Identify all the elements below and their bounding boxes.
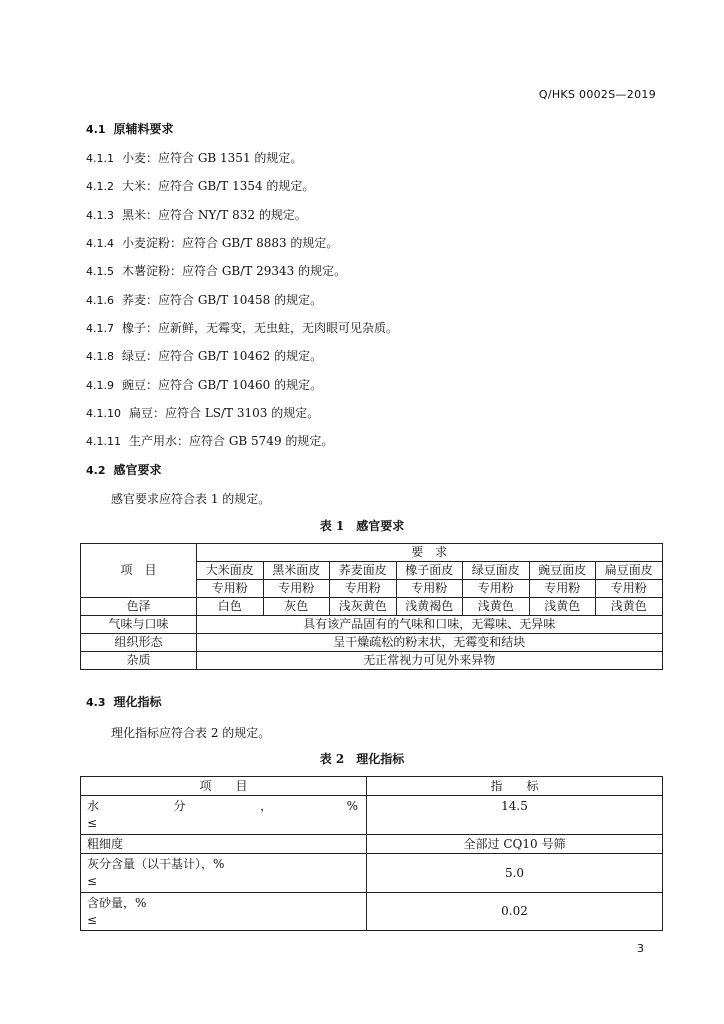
clause-number: 4.1.3 [86,209,114,222]
requirement-header: 要 求 [197,544,663,562]
section-4-2 [86,461,162,478]
clause-number: 4.1.4 [86,237,114,250]
clause-4-1-2 [86,177,314,194]
le-symbol: ≤ [87,874,98,888]
paragraph-sensory: 感官要求应符合表 1 的规定。 [111,492,271,506]
row-label: 色泽 [81,598,197,616]
table-cell: 全部过 CQ10 号筛 [367,835,663,854]
paragraph-physchem: 理化指标应符合表 2 的规定。 [111,726,271,740]
column-header-sub: 专用粉 [396,580,463,598]
clause-4-1-3 [86,206,307,223]
table-row [81,634,663,652]
clause-text: 黑米：应符合 NY/T 832 的规定。 [122,208,307,222]
row-label-line [87,798,364,815]
table-cell: 浅黄色 [596,598,663,616]
column-header-sub: 专用粉 [197,580,264,598]
column-header: 指 标 [367,777,663,796]
column-header: 黑米面皮 [263,562,330,580]
table-row [81,796,663,835]
clause-4-1-6 [86,291,322,308]
row-label: 气味与口味 [81,616,197,634]
table-row [81,616,663,634]
table-cell: 5.0 [367,854,663,893]
clause-4-1-5 [86,262,346,279]
table-cell: 0.02 [367,893,663,931]
clause-4-1-11 [86,432,333,449]
column-header: 荞麦面皮 [330,562,397,580]
clause-number: 4.1.2 [86,180,114,193]
label-part: ， [260,799,273,813]
label-part: 分 [173,799,186,813]
table-header-row [81,544,663,562]
row-label: 粗细度 [81,835,367,854]
table-header-row [81,777,663,796]
row-label-line: 灰分含量（以干基计），% [87,857,225,871]
column-header-sub: 专用粉 [596,580,663,598]
clause-text: 大米：应符合 GB/T 1354 的规定。 [122,179,315,193]
table-cell: 灰色 [263,598,330,616]
table-row [81,652,663,670]
table-cell: 呈干燥疏松的粉末状，无霉变和结块 [197,634,663,652]
clause-number: 4.1.10 [86,407,121,420]
clause-number: 4.1.1 [86,152,114,165]
row-label [81,893,367,931]
clause-text: 橡子：应新鲜，无霉变，无虫蛀，无肉眼可见杂质。 [122,321,399,335]
section-4-3 [86,693,162,710]
clause-4-1-1 [86,149,302,166]
clause-4-1-7 [86,319,398,336]
clause-4-1-4 [86,234,338,251]
clause-4-1-8 [86,347,322,364]
clause-text: 小麦淀粉：应符合 GB/T 8883 的规定。 [122,236,339,250]
clause-text: 荞麦：应符合 GB/T 10458 的规定。 [122,293,323,307]
column-header: 豌豆面皮 [529,562,596,580]
page-number: 3 [637,942,644,955]
le-symbol: ≤ [87,912,98,927]
table-cell: 白色 [197,598,264,616]
table-row [81,893,663,931]
column-header-sub: 专用粉 [330,580,397,598]
section-4-1 [86,120,174,137]
section-text: 原辅料要求 [113,122,174,136]
clause-4-1-10 [86,404,319,421]
column-header: 扁豆面皮 [596,562,663,580]
clause-number: 4.1.7 [86,322,114,335]
section-text: 理化指标 [113,695,162,709]
table-row [81,835,663,854]
clause-number: 4.1.6 [86,294,114,307]
table-cell: 浅灰黄色 [330,598,397,616]
table-cell: 具有该产品固有的气味和口味，无霉味、无异味 [197,616,663,634]
column-header: 橡子面皮 [396,562,463,580]
table1-caption: 表 1 感官要求 [319,519,405,533]
clause-number: 4.1.11 [86,435,121,448]
document-code: Q/HKS 0002S—2019 [538,88,656,101]
clause-number: 4.1.8 [86,350,114,363]
label-part: 水 [87,799,100,813]
table-row [81,854,663,893]
column-header: 绿豆面皮 [463,562,530,580]
column-header: 项 目 [81,777,367,796]
row-label: 组织形态 [81,634,197,652]
clause-number: 4.1.5 [86,265,114,278]
row-label-line: 含砂量，% [87,895,147,910]
clause-text: 绿豆：应符合 GB/T 10462 的规定。 [122,349,323,363]
clause-4-1-9 [86,376,322,393]
item-header: 项 目 [81,544,197,598]
table2-caption: 表 2 理化指标 [319,752,405,766]
clause-text: 生产用水：应符合 GB 5749 的规定。 [129,434,334,448]
clause-text: 扁豆：应符合 LS/T 3103 的规定。 [129,406,320,420]
table-cell: 14.5 [367,796,663,835]
row-label [81,854,367,893]
section-number: 4.1 [86,123,106,136]
section-number: 4.2 [86,464,106,477]
column-header-sub: 专用粉 [463,580,530,598]
table-cell: 无正常视力可见外来异物 [197,652,663,670]
clause-text: 小麦：应符合 GB 1351 的规定。 [122,151,303,165]
row-label: 杂质 [81,652,197,670]
table-row [81,598,663,616]
clause-text: 木薯淀粉：应符合 GB/T 29343 的规定。 [122,264,347,278]
table-cell: 浅黄褐色 [396,598,463,616]
physchem-table [80,776,663,931]
clause-text: 豌豆：应符合 GB/T 10460 的规定。 [122,378,323,392]
column-header-sub: 专用粉 [529,580,596,598]
column-header-sub: 专用粉 [263,580,330,598]
sensory-table [80,543,663,670]
section-text: 感官要求 [113,463,162,477]
row-label [81,796,367,835]
table-cell: 浅黄色 [529,598,596,616]
clause-number: 4.1.9 [86,379,114,392]
column-header: 大米面皮 [197,562,264,580]
label-part: % [346,799,358,813]
le-symbol: ≤ [87,816,98,830]
table-cell: 浅黄色 [463,598,530,616]
section-number: 4.3 [86,696,106,709]
